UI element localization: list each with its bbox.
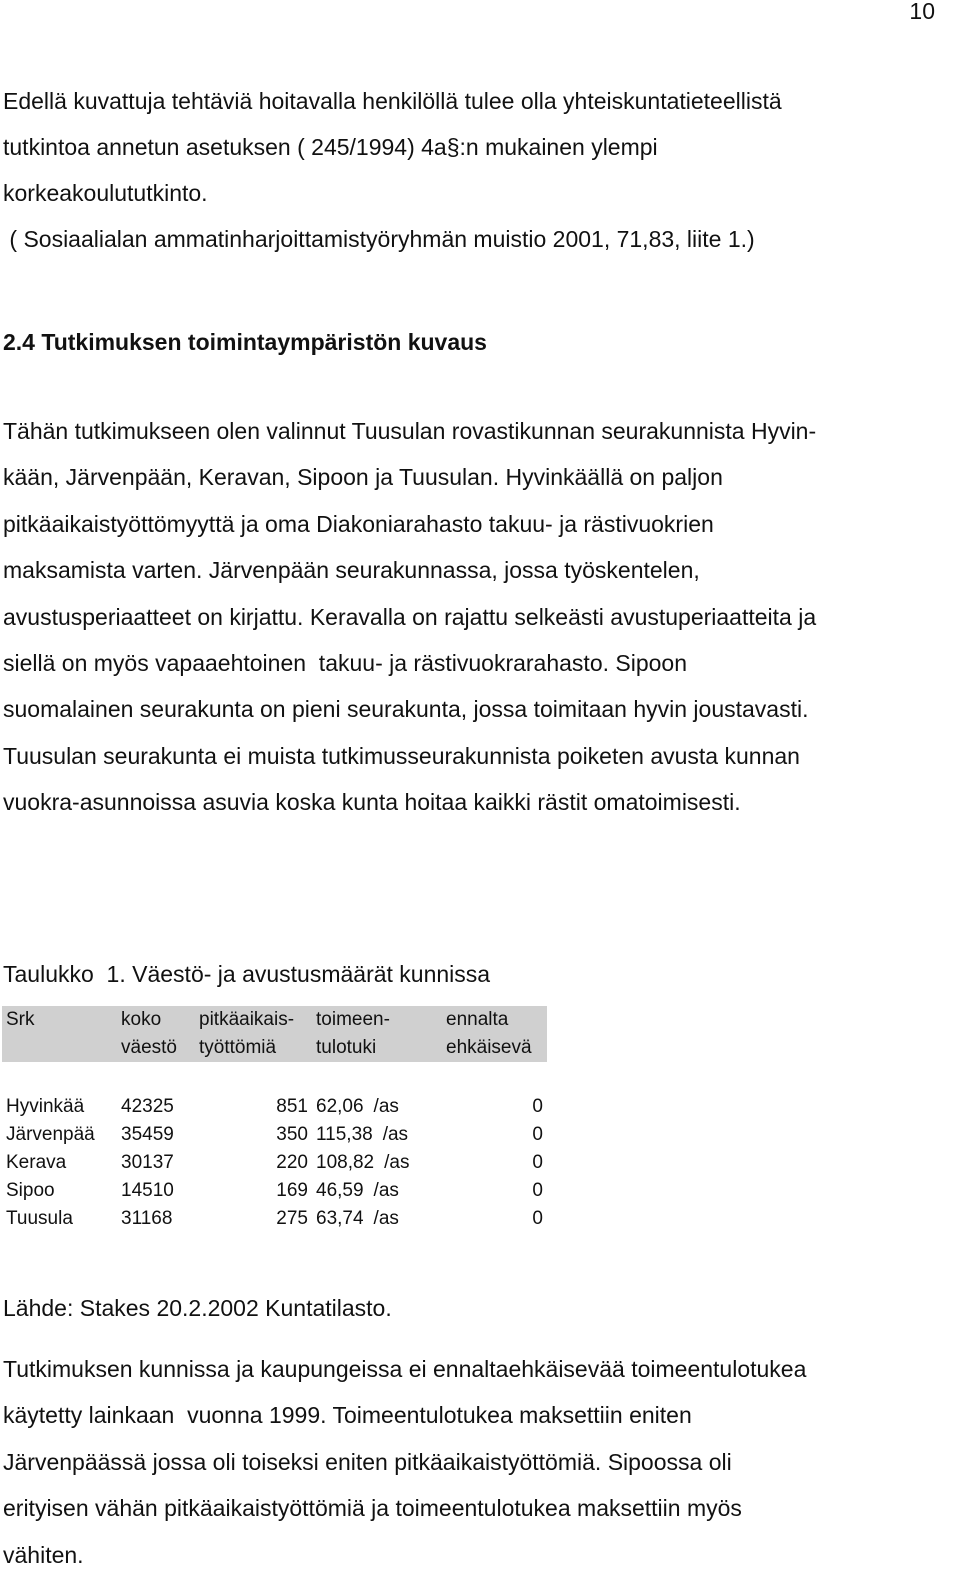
conclusion-paragraph (3, 1346, 806, 1578)
cell-preventive: 0 (532, 1208, 543, 1229)
cell-srk: Järvenpää (6, 1124, 95, 1145)
cell-long-term-unemployed: 169 (276, 1180, 308, 1201)
cell-preventive: 0 (532, 1124, 543, 1145)
table-header (2, 1006, 547, 1062)
header-long-term-unemployed (195, 1006, 312, 1062)
cell-income-support (312, 1093, 442, 1121)
table-row (2, 1093, 547, 1121)
cell-srk: Kerava (6, 1152, 67, 1173)
section-line: pitkäaikaistyöttömyyttä ja oma Diakoniarahasto takuu- ja rästivuokrien (3, 510, 714, 537)
header-text: tulotuki (316, 1037, 377, 1058)
table-row (2, 1121, 547, 1149)
conclusion-line: käytetty lainkaan vuonna 1999. Toimeentulotukea maksettiin eniten (3, 1402, 692, 1429)
section-line: vuokra-asunnoissa asuvia koska kunta hoitaa kaikki rästit omatoimisesti. (3, 789, 741, 816)
intro-citation: ( Sosiaalialan ammatinharjoittamistyöryhmän muistio 2001, 71,83, liite 1.) (3, 226, 755, 252)
source-note: Lähde: Stakes 20.2.2002 Kuntatilasto. (3, 1295, 392, 1321)
conclusion-line: Tutkimuksen kunnissa ja kaupungeissa ei ennaltaehkäisevää toimeentulotukea (3, 1356, 807, 1382)
table-row (2, 1149, 547, 1177)
cell-population: 30137 (121, 1152, 174, 1173)
header-text: työttömiä (199, 1037, 277, 1058)
cell-long-term-unemployed: 350 (276, 1124, 308, 1145)
table-header-row (2, 1006, 547, 1062)
header-text: ehkäisevä (446, 1037, 532, 1058)
table-body (2, 1093, 547, 1233)
section-heading: 2.4 Tutkimuksen toimintaympäristön kuvaus (3, 329, 487, 355)
conclusion-line: Järvenpäässä jossa oli toiseksi eniten pitkäaikaistyöttömiä. Sipoossa oli (3, 1448, 732, 1475)
population-table (2, 1006, 547, 1233)
section-line: siellä on myös vapaaehtoinen takuu- ja rästivuokrarahasto. Sipoon (3, 650, 688, 677)
header-income-support (312, 1006, 442, 1062)
income-support-unit: /as (384, 1152, 410, 1173)
section-line: maksamista varten. Järvenpään seurakunnassa, jossa työskentelen, (3, 557, 700, 584)
cell-income-support (312, 1205, 442, 1233)
header-population (117, 1006, 195, 1062)
section-line: Tuusulan seurakunta ei muista tutkimusseurakunnista poiketen avusta kunnan (3, 742, 800, 769)
cell-long-term-unemployed: 220 (276, 1152, 308, 1173)
cell-preventive: 0 (532, 1152, 543, 1173)
income-support-value: 115,38 (316, 1124, 373, 1145)
section-paragraph (3, 408, 816, 826)
income-support-value: 108,82 (316, 1152, 375, 1173)
income-support-unit: /as (373, 1180, 399, 1201)
header-text: väestö (121, 1037, 177, 1058)
intro-paragraph (3, 78, 782, 262)
header-text: ennalta (446, 1009, 509, 1030)
intro-line: Edellä kuvattuja tehtäviä hoitavalla henkilöllä tulee olla yhteiskuntatieteellistä (3, 88, 782, 114)
header-preventive (442, 1006, 547, 1062)
cell-population: 35459 (121, 1124, 174, 1145)
cell-population: 31168 (121, 1208, 173, 1229)
page-number: 10 (909, 0, 935, 24)
conclusion-line: erityisen vähän pitkäaikaistyöttömiä ja toimeentulotukea maksettiin myös (3, 1495, 742, 1522)
income-support-value: 62,06 (316, 1096, 364, 1117)
income-support-unit: /as (373, 1096, 399, 1117)
income-support-unit: /as (373, 1208, 399, 1229)
header-text: koko (121, 1009, 162, 1030)
table-row (2, 1177, 547, 1205)
header-text: Srk (6, 1009, 35, 1030)
section-line: Tähän tutkimukseen olen valinnut Tuusulan rovastikunnan seurakunnista Hyvin- (3, 418, 817, 444)
header-text: pitkäaikais- (199, 1009, 295, 1030)
cell-income-support (312, 1149, 442, 1177)
section-line: avustusperiaatteet on kirjattu. Keravalla on rajattu selkeästi avustuperiaatteita ja (3, 603, 817, 630)
cell-preventive: 0 (532, 1096, 543, 1117)
table-caption: Taulukko 1. Väestö- ja avustusmäärät kunnissa (3, 961, 491, 987)
header-text: toimeen- (316, 1009, 390, 1030)
intro-line: tutkintoa annetun asetuksen ( 245/1994) 4a§:n mukainen ylempi (3, 134, 658, 160)
cell-long-term-unemployed: 851 (276, 1096, 308, 1117)
income-support-unit: /as (382, 1124, 409, 1145)
section-line: kään, Järvenpään, Keravan, Sipoon ja Tuusulan. Hyvinkäällä on paljon (3, 464, 723, 491)
cell-population: 42325 (121, 1096, 174, 1117)
table-row (2, 1205, 547, 1233)
cell-preventive: 0 (532, 1180, 543, 1201)
cell-srk: Tuusula (6, 1208, 73, 1229)
cell-srk: Hyvinkää (6, 1096, 85, 1117)
header-srk (2, 1006, 117, 1062)
cell-income-support (312, 1177, 442, 1205)
intro-line: korkeakoulututkinto. (3, 180, 208, 206)
cell-long-term-unemployed: 275 (276, 1208, 308, 1229)
cell-population: 14510 (121, 1180, 174, 1201)
cell-srk: Sipoo (6, 1180, 55, 1201)
income-support-value: 46,59 (316, 1180, 364, 1201)
section-line: suomalainen seurakunta on pieni seurakunta, jossa toimitaan hyvin joustavasti. (3, 696, 809, 723)
conclusion-line: vähiten. (3, 1541, 84, 1568)
cell-income-support (312, 1121, 442, 1149)
income-support-value: 63,74 (316, 1208, 364, 1229)
